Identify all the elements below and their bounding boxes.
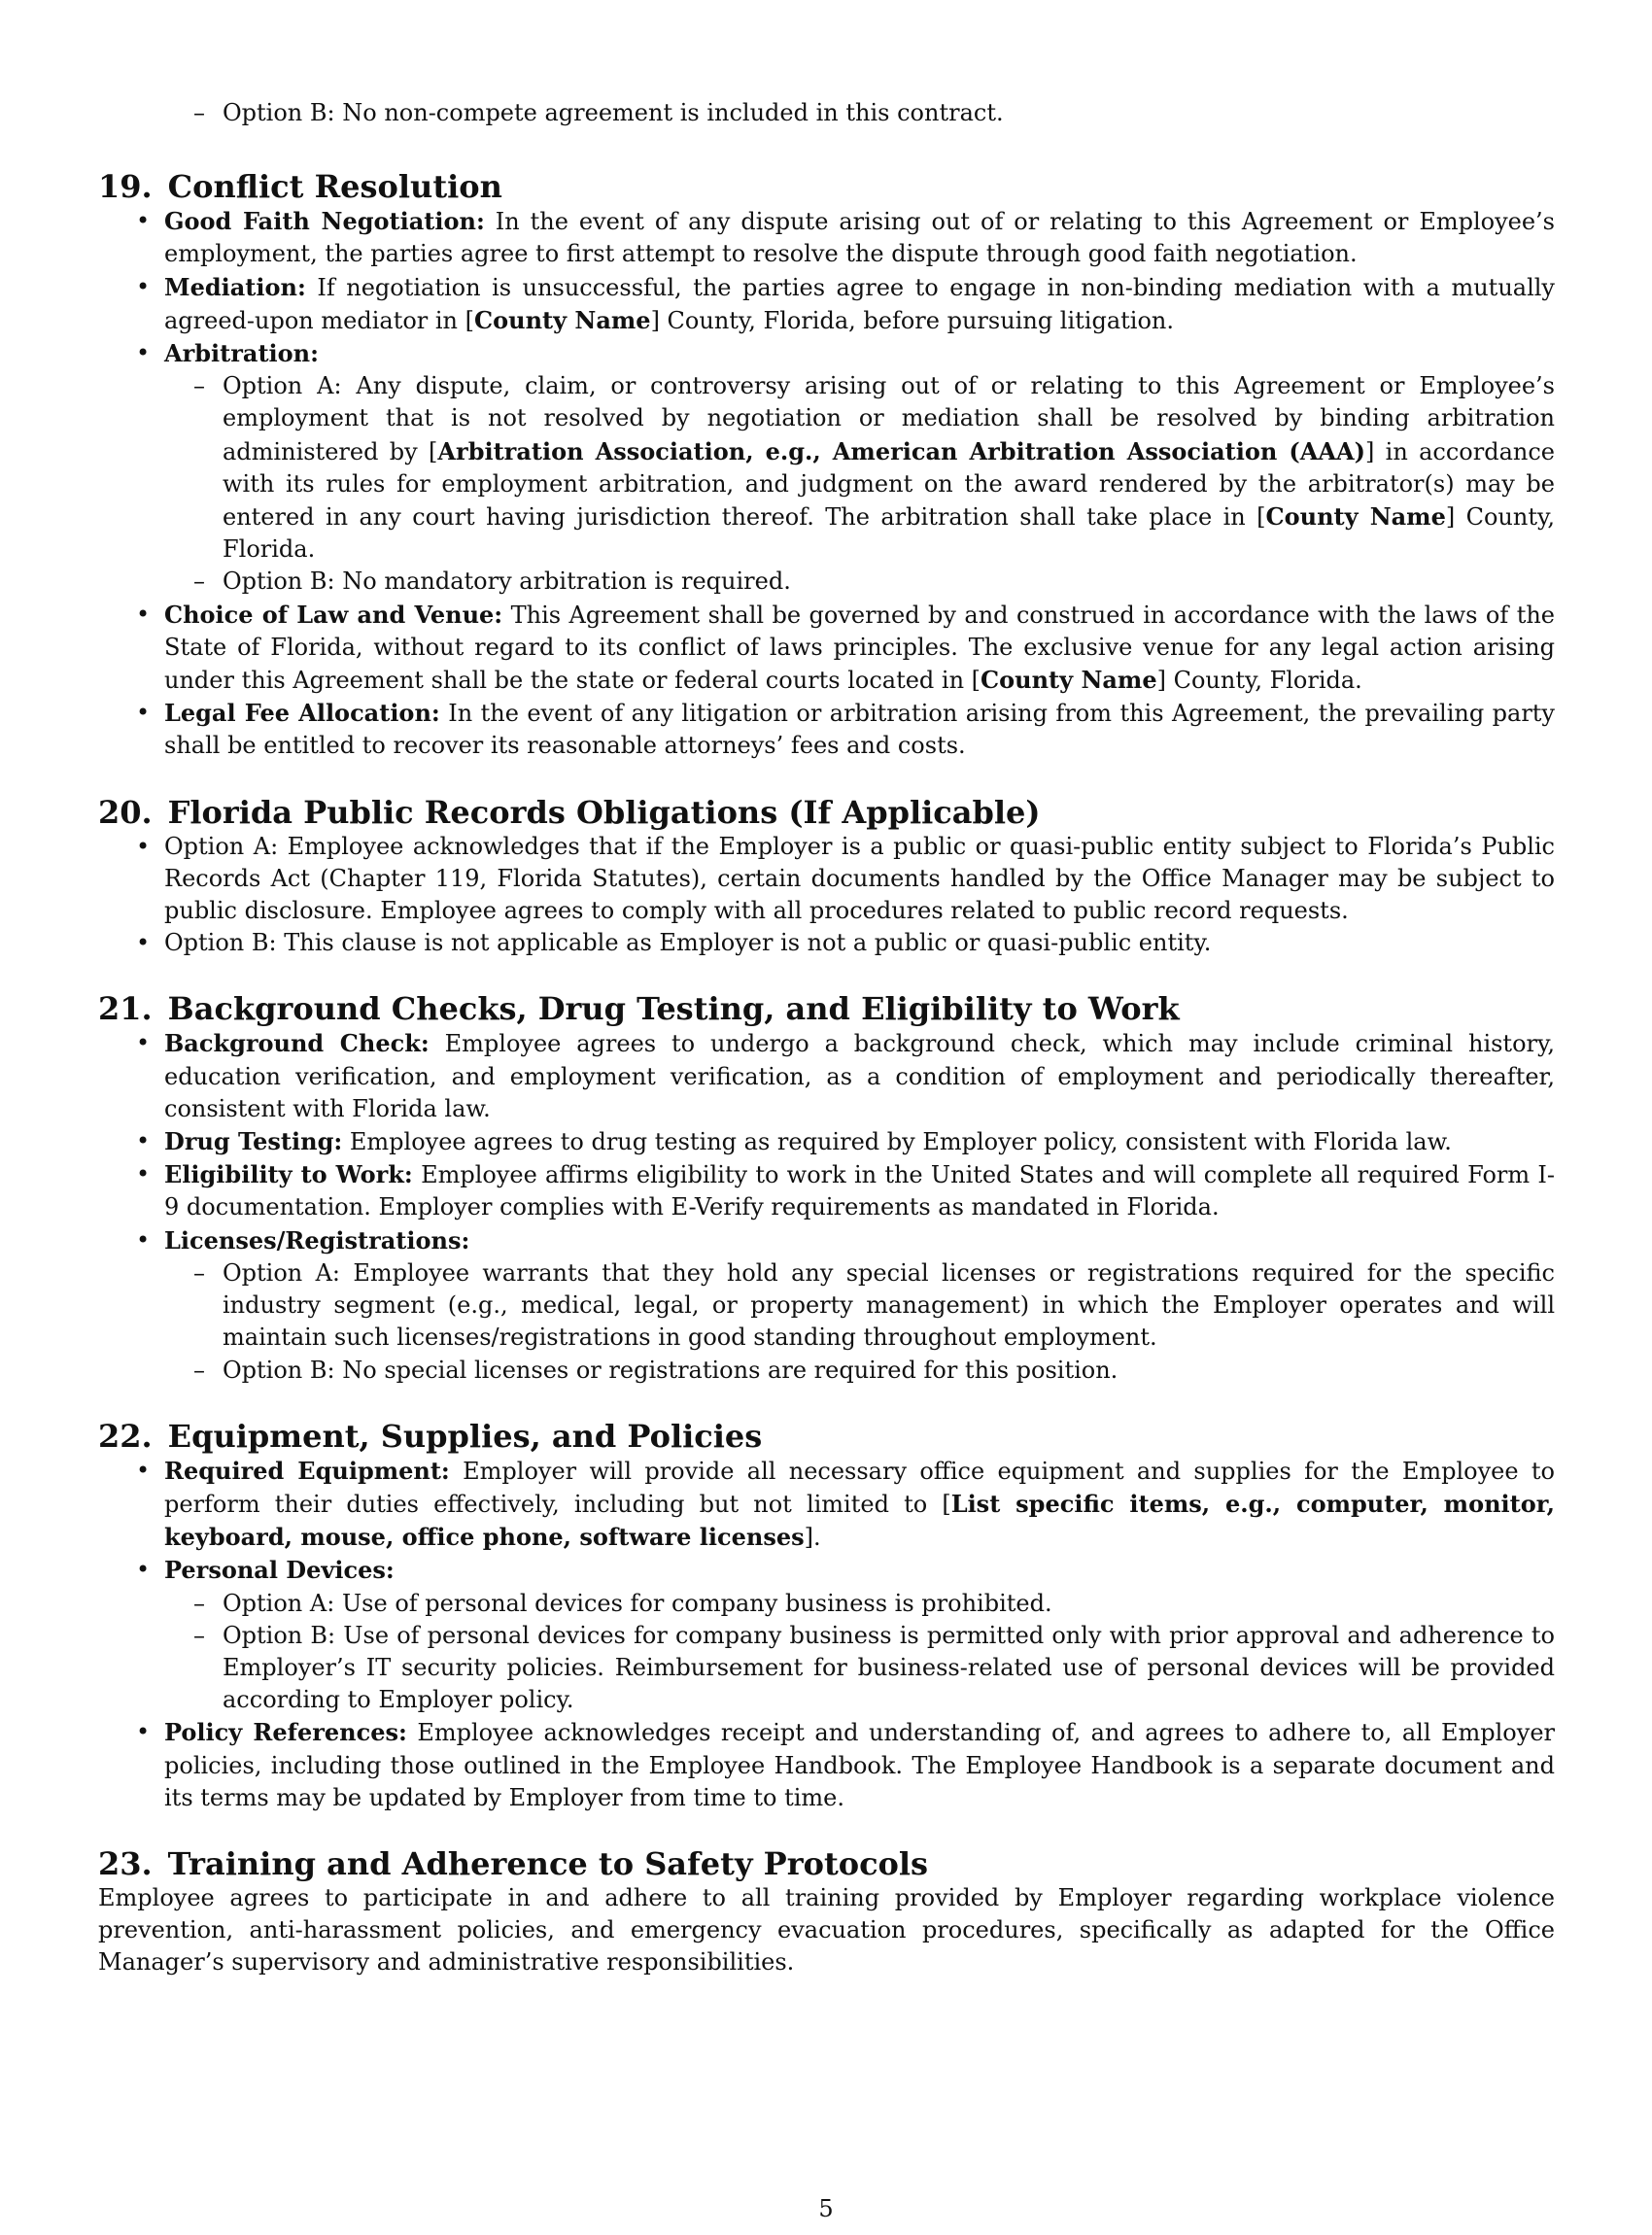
sub-list-item: – Option A: Use of personal devices for company business is prohibited. (164, 1588, 1555, 1620)
bullet-list (98, 1455, 1555, 1814)
section-number: 22. (98, 1417, 153, 1455)
list-item: • Option A: Employee acknowledges that if the Employer is a public or quasi-public entity subject to Florida’s Public Records Act (Chapter 119, Florida Statutes), certain documents handled by the Office Manager may be subject to public disclosure. Employee agrees to comply with all procedures related to public record requests. (98, 831, 1555, 928)
sub-list-item: – Option B: No mandatory arbitration is required. (164, 566, 1555, 598)
sub-list-item: – Option B: Use of personal devices for company business is permitted only with prior approval and adherence to Employer’s IT security policies. Reimbursement for business-related use of personal devices will be provided according to Employer policy. (164, 1620, 1555, 1717)
item-label: Drug Testing: (164, 1127, 343, 1156)
placeholder-field: County Name (1265, 502, 1446, 532)
document-page (0, 97, 1652, 2235)
list-item: • Choice of Law and Venue: This Agreement shall be governed by and construed in accordance with the laws of the State of Florida, without regard to its conflict of laws principles. The exclusive venue for any legal action arising under this Agreement shall be the state or federal courts located in [County Name] County, Florida. (98, 599, 1555, 698)
list-item: • Eligibility to Work: Employee affirms eligibility to work in the United States and will complete all required Form I-9 documentation. Employer complies with E-Verify requirements as mandated in Florida. (98, 1158, 1555, 1223)
sub-list-item: – Option B: No special licenses or registrations are required for this position. (164, 1355, 1555, 1387)
placeholder-field: Arbitration Association, e.g., American Arbitration Association (AAA) (437, 436, 1365, 465)
section-heading-22 (98, 1418, 1555, 1455)
list-item (98, 1224, 1555, 1387)
paragraph: Employee agrees to participate in and adhere to all training provided by Employer regarding workplace violence prevention, anti-harassment policies, and emergency evacuation procedures, specifically as adapted for the Office Manager’s supervisory and administrative responsibilities. (98, 1883, 1555, 1977)
page-number: 5 (818, 2195, 834, 2222)
item-label: Personal Devices: (164, 1556, 395, 1585)
placeholder-field: County Name (981, 666, 1157, 695)
list-item: • Option B: This clause is not applicable as Employer is not a public or quasi-public entity. (98, 927, 1555, 959)
item-label: Required Equipment: (164, 1456, 450, 1485)
section-number: 20. (98, 793, 153, 831)
item-label: Licenses/Registrations: (164, 1225, 470, 1255)
list-item: • Policy References: Employee acknowledges receipt and understanding of, and agrees to adhere to, all Employer policies, including those outlined in the Employee Handbook. The Employee Handbook is a separate document and its terms may be updated by Employer from time to time. (98, 1716, 1555, 1814)
section-heading-19 (98, 168, 1555, 205)
placeholder-field: List specific items, e.g., computer, monitor, keyboard, mouse, office phone, software licenses (164, 1489, 1555, 1552)
list-item: • Mediation: If negotiation is unsuccessful, the parties agree to engage in non-binding mediation with a mutually agreed-upon mediator in [County Name] County, Florida, before pursuing litigation. (98, 271, 1555, 337)
list-item (98, 1554, 1555, 1716)
list-item (98, 205, 1555, 270)
section-heading-21 (98, 990, 1555, 1027)
item-label: Good Faith Negotiation: (164, 207, 485, 236)
bullet-list (98, 205, 1555, 762)
item-text: In the event of any litigation or arbitration arising from this Agreement, the prevailing party shall be entitled to recover its reasonable attorneys’ fees and costs. (164, 700, 1555, 760)
list-item: • Drug Testing: Employee agrees to drug testing as required by Employer policy, consistent with Florida law. (98, 1125, 1555, 1158)
item-label: Policy References: (164, 1718, 407, 1747)
item-label: Arbitration: (164, 339, 319, 368)
placeholder-field: County Name (474, 305, 651, 334)
list-item (98, 337, 1555, 599)
sub-list (98, 1588, 1555, 1717)
section-heading-23 (98, 1845, 1555, 1882)
section-title: Equipment, Supplies, and Policies (167, 1417, 763, 1455)
sub-list (98, 1257, 1555, 1387)
list-item: • Required Equipment: Employer will provide all necessary office equipment and supplies for the Employee to perform their duties effectively, including but not limited to [List specific items, e.g., computer, monitor, keyboard, mouse, office phone, software licenses]. (98, 1455, 1555, 1555)
option-text: Option B: No non-compete agreement is included in this contract. (223, 99, 1004, 126)
item-text: In the event of any dispute arising out of or relating to this Agreement or Employee’s employment, the parties agree to first attempt to resolve the dispute through good faith negotiation. (164, 208, 1555, 268)
sub-list (98, 370, 1555, 598)
list-item: • Background Check: Employee agrees to undergo a background check, which may include criminal history, education verification, and employment verification, as a condition of employment and periodically thereafter, consistent with Florida law. (98, 1027, 1555, 1125)
sub-list-item: – Option A: Employee warrants that they hold any special licenses or registrations required for the specific industry segment (e.g., medical, legal, or property management) in which the Employer operates and will maintain such licenses/registrations in good standing throughout employment. (164, 1257, 1555, 1355)
section-title: Training and Adherence to Safety Protocols (167, 1844, 929, 1882)
section-number: 21. (98, 990, 153, 1028)
sub-list-item: – Option A: Any dispute, claim, or controversy arising out of or relating to this Agreement or Employee’s employment that is not resolved by negotiation or mediation shall be resolved by binding arbitration administered by [Arbitration Association, e.g., American Arbitration Association (AAA)] in accordance with its rules for employment arbitration, and judgment on the award rendered by the arbitrator(s) may be entered in any court having jurisdiction thereof. The arbitration shall take place in [County Name] County, Florida. (164, 370, 1555, 566)
bullet-list (98, 831, 1555, 960)
item-label: Background Check: (164, 1029, 430, 1058)
item-label: Legal Fee Allocation: (164, 699, 440, 728)
section-heading-20 (98, 794, 1555, 831)
section-title: Conflict Resolution (167, 168, 502, 206)
section-number: 19. (98, 168, 153, 206)
section-number: 23. (98, 1844, 153, 1882)
item-label: Choice of Law and Venue: (164, 600, 503, 629)
section-title: Background Checks, Drug Testing, and Eligibility to Work (167, 990, 1180, 1028)
bullet-list (98, 1027, 1555, 1386)
section-title: Florida Public Records Obligations (If Applicable) (167, 793, 1041, 831)
item-label: Eligibility to Work: (164, 1160, 413, 1189)
item-label: Mediation: (164, 272, 306, 301)
list-item (98, 697, 1555, 762)
list-item (98, 97, 1555, 129)
